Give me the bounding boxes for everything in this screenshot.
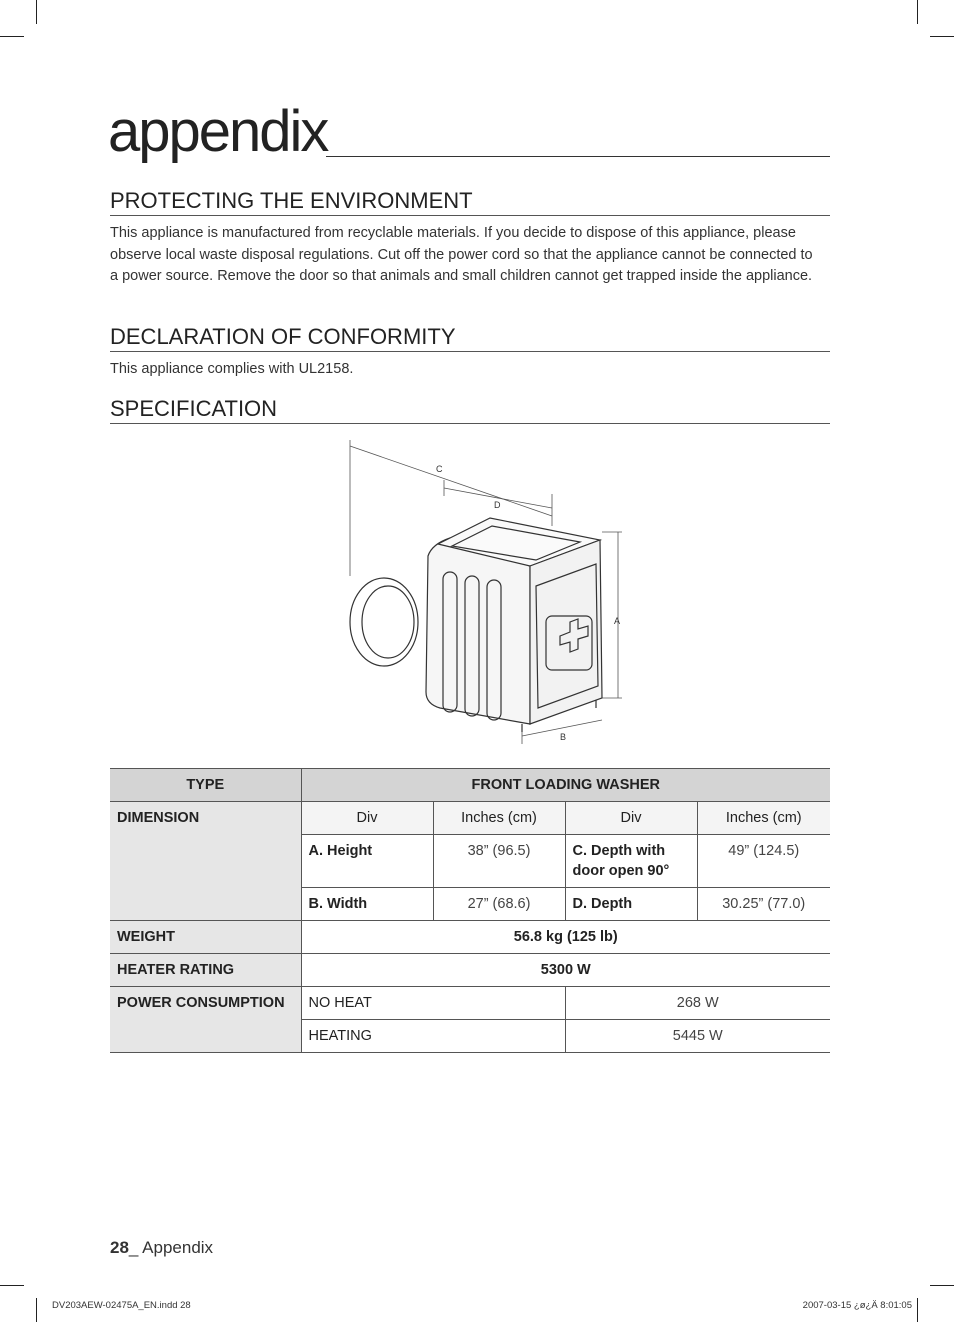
- type-value: FRONT LOADING WASHER: [301, 769, 830, 802]
- width-value: 27” (68.6): [433, 888, 565, 921]
- heating-label: HEATING: [301, 1020, 565, 1053]
- col-header-inches: Inches (cm): [433, 802, 565, 835]
- chapter-rule: [326, 156, 830, 157]
- depth-door-label: C. Depth with door open 90°: [565, 835, 697, 888]
- slug-right: 2007-03-15 ¿ø¿Ä 8:01:05: [802, 1300, 912, 1311]
- type-label: TYPE: [110, 769, 301, 802]
- crop-mark: [0, 36, 24, 37]
- crop-mark: [0, 1285, 24, 1286]
- washer-dimension-diagram: [340, 436, 630, 748]
- conformity-text: This appliance complies with UL2158.: [110, 361, 354, 377]
- table-row: [110, 987, 830, 1020]
- height-label: A. Height: [301, 835, 433, 888]
- crop-mark: [930, 36, 954, 37]
- height-value: 38” (96.5): [433, 835, 565, 888]
- crop-mark: [930, 1285, 954, 1286]
- page-section: _ Appendix: [128, 1238, 214, 1257]
- chapter-title: appendix: [108, 99, 328, 164]
- no-heat-value: 268 W: [565, 987, 830, 1020]
- crop-mark: [917, 0, 918, 24]
- depth-door-value: 49” (124.5): [697, 835, 830, 888]
- depth-value: 30.25” (77.0): [697, 888, 830, 921]
- washer-illustration: [340, 436, 630, 748]
- section-heading-conformity: DECLARATION OF CONFORMITY: [110, 324, 830, 352]
- col-header-inches: Inches (cm): [697, 802, 830, 835]
- depth-label: D. Depth: [565, 888, 697, 921]
- dim-label-a: A: [614, 616, 621, 626]
- crop-mark: [36, 1298, 37, 1322]
- page-number: 28: [110, 1238, 129, 1257]
- table-row: [110, 921, 830, 954]
- dim-label-b: B: [560, 732, 567, 742]
- table-row: [110, 954, 830, 987]
- table-row: [110, 769, 830, 802]
- no-heat-label: NO HEAT: [301, 987, 565, 1020]
- table-row: [110, 802, 830, 835]
- crop-mark: [917, 1298, 918, 1322]
- section-heading-specification: SPECIFICATION: [110, 396, 830, 424]
- dim-label-d: D: [494, 500, 501, 510]
- width-label: B. Width: [301, 888, 433, 921]
- heating-value: 5445 W: [565, 1020, 830, 1053]
- crop-mark: [36, 0, 37, 24]
- heater-value: 5300 W: [301, 954, 830, 987]
- page-footer: [110, 1238, 213, 1258]
- section-heading-environment: PROTECTING THE ENVIRONMENT: [110, 188, 830, 216]
- environment-text: This appliance is manufactured from recyclable materials. If you decide to dispose of this appliance, please observe local waste disposal regulations. Cut off the power cord so that the appliance cannot be connected to a power source. Remove the door so that animals and small children cannot get trapped inside the appliance.: [110, 225, 813, 284]
- weight-value: 56.8 kg (125 lb): [301, 921, 830, 954]
- dim-label-c: C: [436, 464, 443, 474]
- dimension-label: DIMENSION: [110, 802, 301, 921]
- specification-table: [110, 768, 830, 1053]
- weight-label: WEIGHT: [110, 921, 301, 954]
- slug-left: DV203AEW-02475A_EN.indd 28: [52, 1300, 191, 1311]
- power-label: POWER CONSUMPTION: [110, 987, 301, 1053]
- heater-label: HEATER RATING: [110, 954, 301, 987]
- col-header-div: Div: [301, 802, 433, 835]
- col-header-div: Div: [565, 802, 697, 835]
